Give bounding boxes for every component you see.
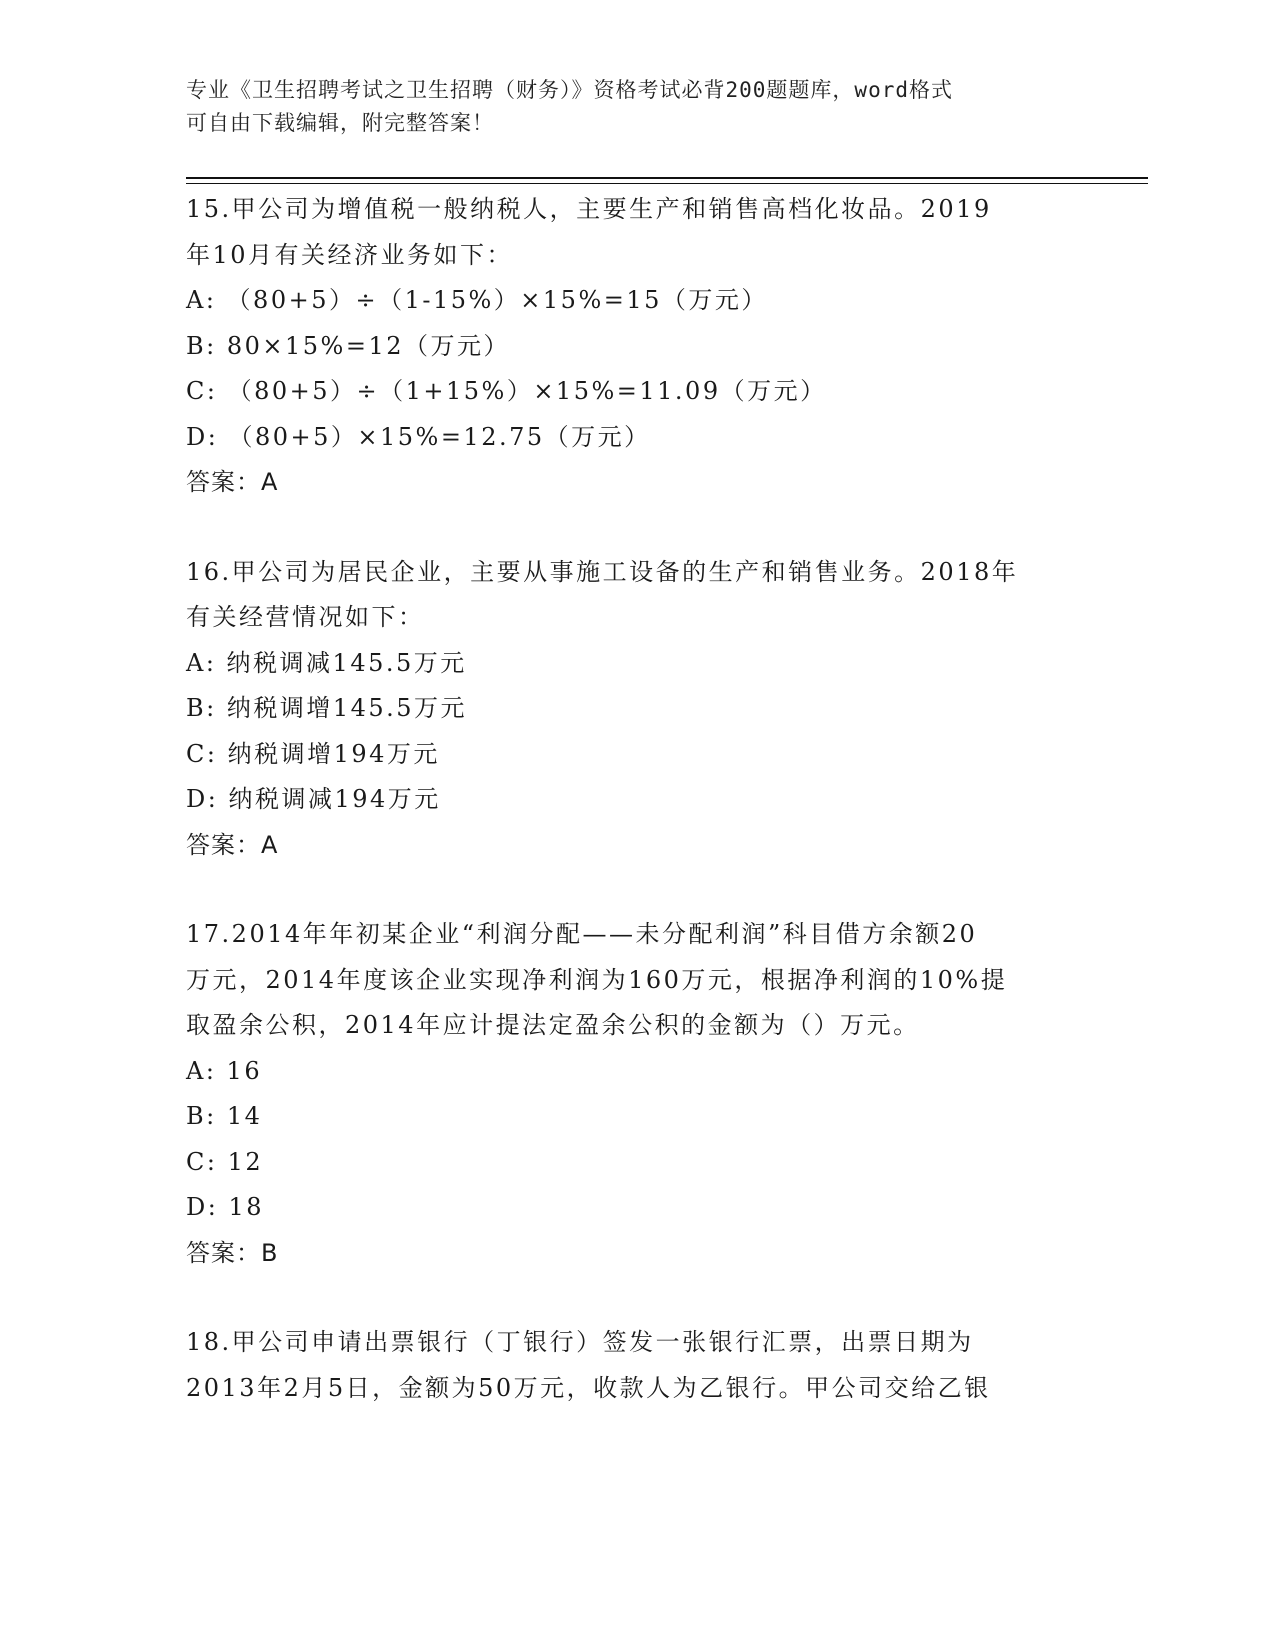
option-d: D: 纳税调减194万元 [186, 785, 441, 813]
header-line-1: 专业《卫生招聘考试之卫生招聘（财务）》资格考试必背200题题库，word格式 [186, 78, 953, 102]
option-a: A: （80+5）÷（1-15%）×15%=15（万元） [186, 286, 768, 314]
question-stem-line: 取盈余公积，2014年应计提法定盈余公积的金额为（）万元。 [186, 1011, 920, 1039]
option-a: A: 纳税调减145.5万元 [186, 648, 467, 677]
option-b: B: 纳税调增145.5万元 [186, 694, 468, 722]
question-16 [186, 550, 1086, 869]
question-stem-line: 15.甲公司为增值税一般纳税人，主要生产和销售高档化妆品。2019 [186, 195, 992, 223]
document-header [186, 74, 1086, 140]
option-c: C: 纳税调增194万元 [186, 739, 440, 768]
question-stem-line: 2013年2月5日，金额为50万元，收款人为乙银行。甲公司交给乙银 [186, 1373, 991, 1402]
answer-line: 答案：B [186, 1238, 279, 1267]
question-stem-line: 16.甲公司为居民企业，主要从事施工设备的生产和销售业务。2018年 [186, 557, 1019, 586]
question-18 [186, 1320, 1086, 1411]
question-stem-line: 17.2014年年初某企业“利润分配——未分配利润”科目借方余额20 [186, 920, 978, 948]
question-stem-line: 有关经营情况如下： [186, 603, 425, 631]
option-b: B: 80×15%=12（万元） [186, 331, 510, 360]
option-a: A: 16 [186, 1056, 263, 1085]
question-stem-line: 年10月有关经济业务如下： [186, 240, 514, 269]
option-d: D: 18 [186, 1193, 264, 1221]
question-stem-line: 万元，2014年度该企业实现净利润为160万元，根据净利润的10%提 [186, 965, 1008, 994]
header-line-2: 可自由下载编辑，附完整答案！ [186, 111, 494, 135]
header-divider-thin [186, 183, 1148, 184]
question-17 [186, 912, 1086, 1276]
option-c: C: 12 [186, 1147, 264, 1176]
question-stem-line: 18.甲公司申请出票银行（丁银行）签发一张银行汇票，出票日期为 [186, 1328, 974, 1356]
option-d: D: （80+5）×15%=12.75（万元） [186, 422, 651, 451]
answer-line: 答案：A [186, 468, 279, 496]
question-15 [186, 187, 1086, 506]
question-list [186, 187, 1086, 1455]
answer-line: 答案：A [186, 830, 279, 859]
option-b: B: 14 [186, 1102, 263, 1130]
option-c: C: （80+5）÷（1+15%）×15%=11.09（万元） [186, 377, 827, 405]
header-divider [186, 177, 1148, 179]
